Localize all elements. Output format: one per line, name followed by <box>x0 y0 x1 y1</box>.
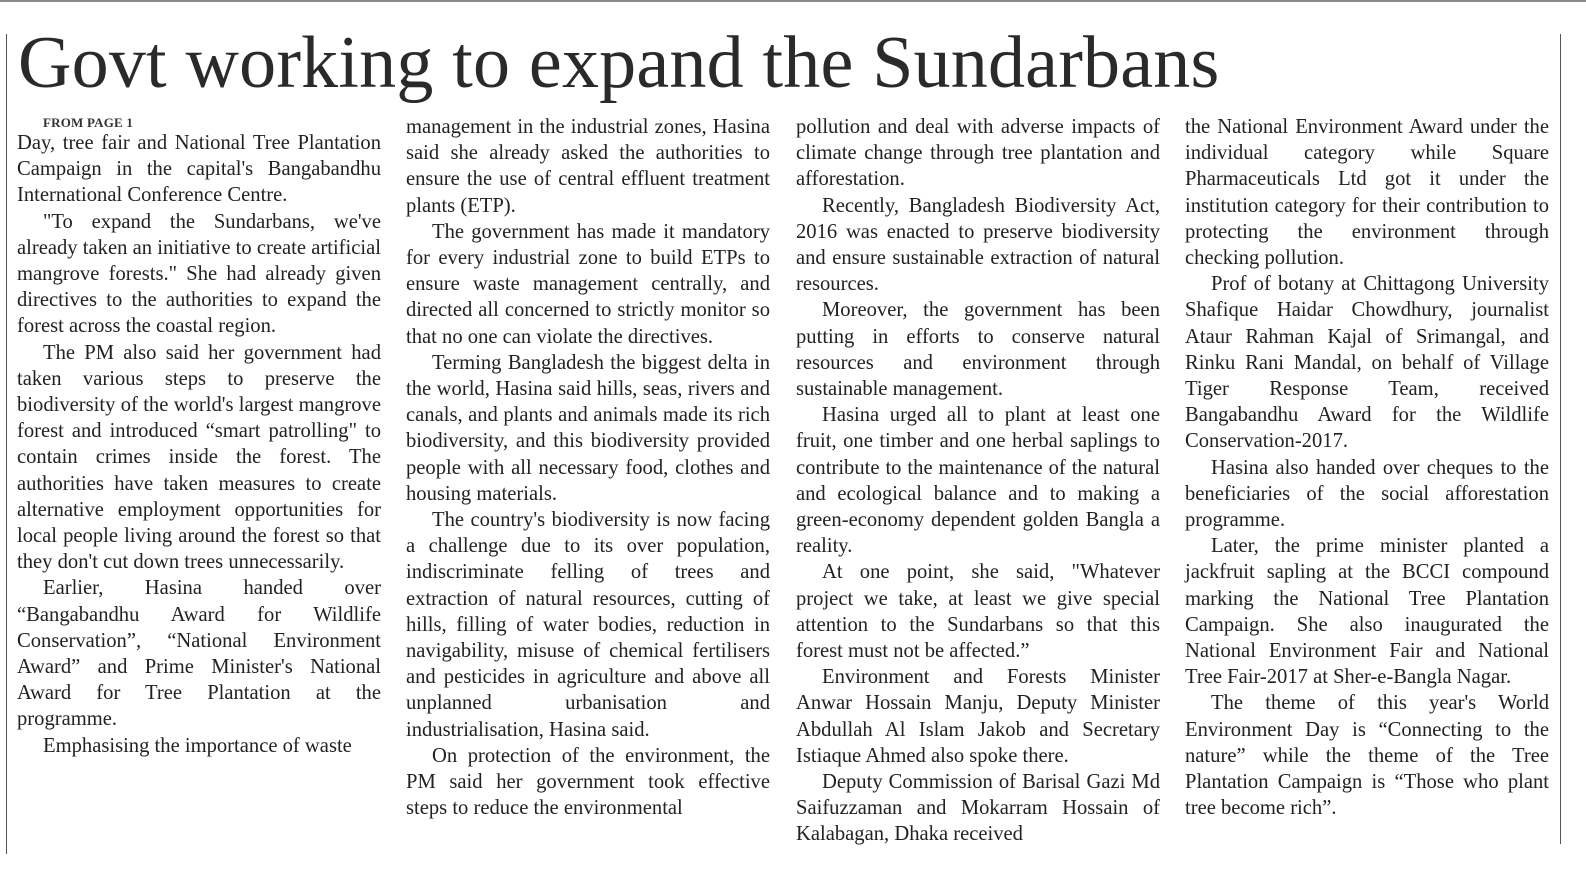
paragraph: "To expand the Sundarbans, we've already taken an initiative to create artificial mangrove forests." She had already given directives to the authorities to expand the forest across the coastal region. <box>17 210 381 338</box>
paragraph: Hasina also handed over cheques to the beneficiaries of the social afforestation programme. <box>1185 456 1549 532</box>
article-column-3 <box>796 114 1160 848</box>
paragraph: management in the industrial zones, Hasina said she already asked the authorities to ensure the use of central effluent treatment plants (ETP). <box>406 116 770 217</box>
paragraph: Recently, Bangladesh Biodiversity Act, 2016 was enacted to preserve biodiversity and ensure sustainable extraction of natural resources. <box>796 194 1160 296</box>
paragraph: Day, tree fair and National Tree Plantation Campaign in the capital's Bangabandhu International Conference Centre. <box>17 132 381 207</box>
paragraph: Hasina urged all to plant at least one fruit, one timber and one herbal saplings to contribute to the maintenance of the natural and ecological balance and to making a green-economy dependent golden Bangla a reality. <box>796 404 1160 558</box>
paragraph: At one point, she said, "Whatever project we take, at least we give special attention to the Sundarbans so that this forest must not be affected.” <box>796 561 1160 663</box>
kicker-from-page: FROM PAGE 1 <box>43 115 134 130</box>
paragraph: The theme of this year's World Environment Day is “Connecting to the nature” while the theme of the Tree Plantation Campaign is “Those who plant tree become rich”. <box>1185 692 1549 820</box>
top-rule <box>0 0 1586 2</box>
paragraph: Terming Bangladesh the biggest delta in the world, Hasina said hills, seas, rivers and canals, and plants and animals made its rich biodiversity, and this biodiversity provided people with all necessary food, clothes and housing materials. <box>406 351 770 505</box>
article-column-4 <box>1185 114 1549 821</box>
paragraph: Deputy Commission of Barisal Gazi Md Saifuzzaman and Mokarram Hossain of Kalabagan, Dhaka received <box>796 771 1160 846</box>
paragraph: Environment and Forests Minister Anwar Hossain Manju, Deputy Minister Abdullah Al Islam Jakob and Secretary Istiaque Ahmed also spoke there. <box>796 666 1160 767</box>
right-border-rule <box>1560 34 1561 844</box>
paragraph: the National Environment Award under the individual category while Square Pharmaceuticals Ltd got it under the institution category for their contribution to protecting the environment through checking pollution. <box>1185 116 1549 270</box>
paragraph: The country's biodiversity is now facing a challenge due to its over population, indiscriminate felling of trees and extraction of natural resources, cutting of hills, filling of water bodies, reduction in navigability, misuse of chemical fertilisers and pesticides in agriculture and above all unplanned urbanisation and industrialisation, Hasina said. <box>406 509 770 741</box>
paragraph: pollution and deal with adverse impacts of climate change through tree plantation and afforestation. <box>796 116 1160 191</box>
headline: Govt working to expand the Sundarbans <box>18 22 1220 104</box>
left-border-rule <box>6 34 7 854</box>
paragraph: The PM also said her government had taken various steps to preserve the biodiversity of the world's largest mangrove forest and introduced “smart patrolling" to contain crimes inside the forest. The authorities have taken measures to create alternative employment opportunities for local people living around the forest so that they don't cut down trees unnecessarily. <box>17 341 381 574</box>
paragraph: The government has made it mandatory for every industrial zone to build ETPs to ensure waste management centrally, and directed all concerned to strictly monitor so that no one can violate the directives. <box>406 220 770 348</box>
article-column-2 <box>406 114 770 821</box>
paragraph: Earlier, Hasina handed over “Bangabandhu Award for Wildlife Conservation”, “National Environment Award” and Prime Minister's National Award for Tree Plantation at the programme. <box>17 577 381 731</box>
paragraph: Prof of botany at Chittagong University Shafique Haidar Chowdhury, journalist Ataur Rahman Kajal of Srimangal, and Rinku Rani Mandal, on behalf of Village Tiger Response Team, received Bangabandhu Award for the Wildlife Conservation-2017. <box>1185 273 1549 453</box>
article-column-1 <box>17 116 381 759</box>
paragraph: On protection of the environment, the PM said her government took effective steps to reduce the environmental <box>406 744 770 820</box>
paragraph: Later, the prime minister planted a jackfruit sapling at the BCCI compound marking the National Tree Plantation Campaign. She also inaugurated the National Environment Fair and National Tree Fair-2017 at Sher-e-Bangla Nagar. <box>1185 535 1549 689</box>
paragraph: Emphasising the importance of waste <box>43 734 352 757</box>
paragraph: Moreover, the government has been putting in efforts to conserve natural resources and environment through sustainable management. <box>796 299 1160 401</box>
